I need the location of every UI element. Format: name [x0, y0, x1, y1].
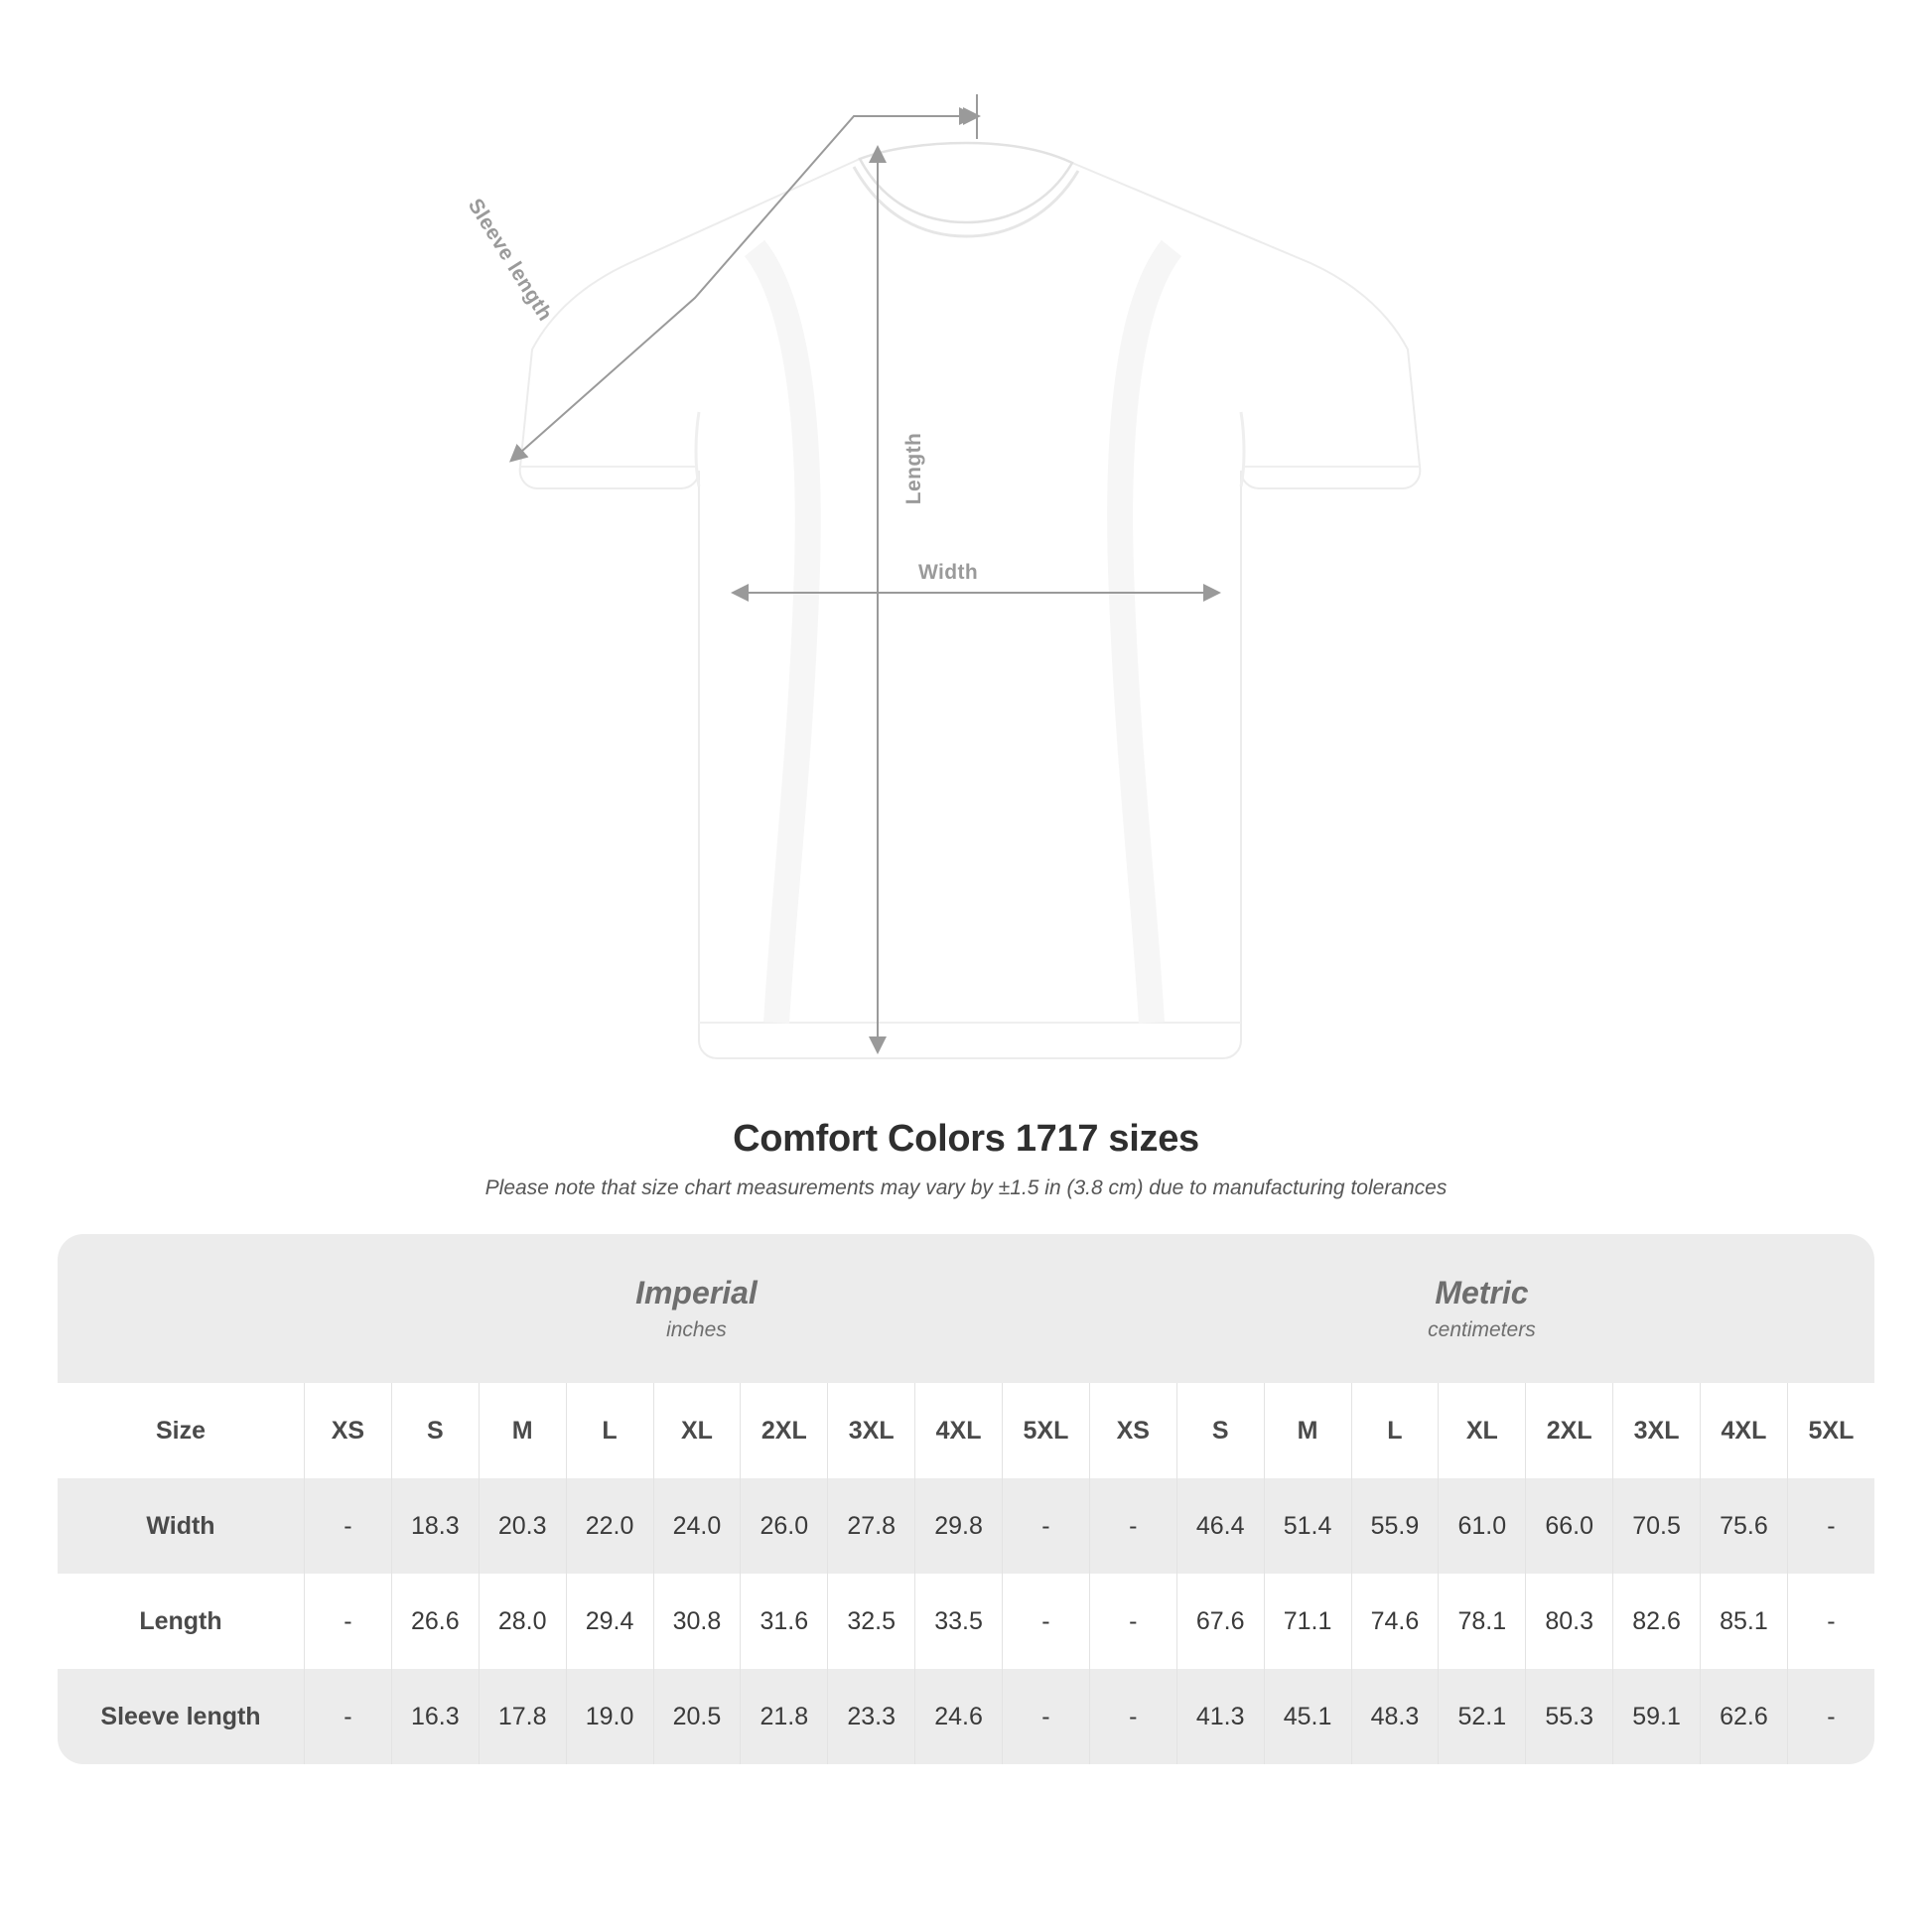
cell-length-imperial-s: 26.6: [391, 1574, 479, 1669]
cell-width-metric-xl: 61.0: [1438, 1478, 1525, 1574]
column-header-metric-3xl: 3XL: [1612, 1383, 1700, 1478]
cell-length-imperial-l: 29.4: [566, 1574, 653, 1669]
unit-group-metric: [1089, 1234, 1874, 1383]
cell-width-metric-2xl: 66.0: [1525, 1478, 1612, 1574]
cell-sleeve-length-imperial-xs: -: [304, 1669, 391, 1764]
cell-length-imperial-xl: 30.8: [653, 1574, 741, 1669]
units-header-row: [58, 1234, 1874, 1383]
unit-metric-label: Metric: [1435, 1274, 1529, 1311]
column-header-metric-5xl: 5XL: [1787, 1383, 1874, 1478]
cell-length-metric-2xl: 80.3: [1525, 1574, 1612, 1669]
column-header-imperial-m: M: [479, 1383, 566, 1478]
column-header-imperial-l: L: [566, 1383, 653, 1478]
cell-length-metric-3xl: 82.6: [1612, 1574, 1700, 1669]
cell-width-imperial-2xl: 26.0: [740, 1478, 827, 1574]
column-header-imperial-xs: XS: [304, 1383, 391, 1478]
column-header-imperial-3xl: 3XL: [827, 1383, 914, 1478]
cell-sleeve-length-imperial-s: 16.3: [391, 1669, 479, 1764]
column-header-metric-xl: XL: [1438, 1383, 1525, 1478]
cell-sleeve-length-metric-s: 41.3: [1176, 1669, 1264, 1764]
row-label-width: Width: [58, 1478, 304, 1574]
cell-width-imperial-m: 20.3: [479, 1478, 566, 1574]
row-header-size: Size: [58, 1383, 304, 1478]
cell-length-metric-xl: 78.1: [1438, 1574, 1525, 1669]
cell-sleeve-length-imperial-l: 19.0: [566, 1669, 653, 1764]
column-header-imperial-s: S: [391, 1383, 479, 1478]
cell-width-imperial-l: 22.0: [566, 1478, 653, 1574]
cell-length-imperial-m: 28.0: [479, 1574, 566, 1669]
cell-length-metric-s: 67.6: [1176, 1574, 1264, 1669]
cell-width-imperial-3xl: 27.8: [827, 1478, 914, 1574]
cell-sleeve-length-metric-3xl: 59.1: [1612, 1669, 1700, 1764]
cell-sleeve-length-metric-xl: 52.1: [1438, 1669, 1525, 1764]
table-row: [58, 1574, 1874, 1669]
cell-width-imperial-xl: 24.0: [653, 1478, 741, 1574]
unit-metric-sub: centimeters: [1428, 1318, 1536, 1342]
cell-length-imperial-3xl: 32.5: [827, 1574, 914, 1669]
tshirt-shape: [520, 143, 1421, 1058]
cell-width-imperial-5xl: -: [1002, 1478, 1089, 1574]
cell-length-metric-4xl: 85.1: [1700, 1574, 1787, 1669]
cell-width-imperial-s: 18.3: [391, 1478, 479, 1574]
cell-sleeve-length-imperial-2xl: 21.8: [740, 1669, 827, 1764]
cell-width-metric-l: 55.9: [1351, 1478, 1439, 1574]
cell-length-metric-m: 71.1: [1264, 1574, 1351, 1669]
column-header-metric-2xl: 2XL: [1525, 1383, 1612, 1478]
cell-sleeve-length-metric-m: 45.1: [1264, 1669, 1351, 1764]
column-header-imperial-5xl: 5XL: [1002, 1383, 1089, 1478]
cell-sleeve-length-imperial-m: 17.8: [479, 1669, 566, 1764]
size-header-row: [58, 1383, 1874, 1478]
cell-sleeve-length-metric-l: 48.3: [1351, 1669, 1439, 1764]
cell-width-metric-3xl: 70.5: [1612, 1478, 1700, 1574]
cell-width-imperial-xs: -: [304, 1478, 391, 1574]
column-header-metric-xs: XS: [1089, 1383, 1176, 1478]
length-label: Length: [902, 432, 926, 505]
cell-length-imperial-4xl: 33.5: [914, 1574, 1002, 1669]
tolerance-note: Please note that size chart measurements may vary by ±1.5 in (3.8 cm) due to manufacturing tolerances: [484, 1176, 1448, 1199]
cell-sleeve-length-metric-2xl: 55.3: [1525, 1669, 1612, 1764]
column-header-metric-4xl: 4XL: [1700, 1383, 1787, 1478]
cell-length-imperial-xs: -: [304, 1574, 391, 1669]
unit-group-imperial: [304, 1234, 1089, 1383]
column-header-metric-s: S: [1176, 1383, 1264, 1478]
column-header-imperial-2xl: 2XL: [740, 1383, 827, 1478]
row-label-sleeve-length: Sleeve length: [58, 1669, 304, 1764]
cell-sleeve-length-metric-xs: -: [1089, 1669, 1176, 1764]
cell-width-metric-4xl: 75.6: [1700, 1478, 1787, 1574]
cell-sleeve-length-imperial-xl: 20.5: [653, 1669, 741, 1764]
unit-imperial-label: Imperial: [635, 1274, 758, 1311]
cell-length-imperial-5xl: -: [1002, 1574, 1089, 1669]
cell-sleeve-length-metric-4xl: 62.6: [1700, 1669, 1787, 1764]
cell-sleeve-length-imperial-4xl: 24.6: [914, 1669, 1002, 1764]
cell-length-metric-xs: -: [1089, 1574, 1176, 1669]
table-row: [58, 1669, 1874, 1764]
cell-sleeve-length-metric-5xl: -: [1787, 1669, 1874, 1764]
cell-sleeve-length-imperial-3xl: 23.3: [827, 1669, 914, 1764]
cell-length-metric-5xl: -: [1787, 1574, 1874, 1669]
page-title: Comfort Colors 1717 sizes: [733, 1118, 1199, 1160]
column-header-imperial-xl: XL: [653, 1383, 741, 1478]
unit-imperial-sub: inches: [666, 1318, 727, 1342]
cell-width-metric-m: 51.4: [1264, 1478, 1351, 1574]
units-corner-cell: [58, 1234, 304, 1383]
cell-width-imperial-4xl: 29.8: [914, 1478, 1002, 1574]
cell-length-metric-l: 74.6: [1351, 1574, 1439, 1669]
sleeve-length-label: Sleeve length: [463, 195, 557, 326]
chart-title-block: [0, 1118, 1932, 1200]
cell-sleeve-length-imperial-5xl: -: [1002, 1669, 1089, 1764]
cell-width-metric-xs: -: [1089, 1478, 1176, 1574]
column-header-imperial-4xl: 4XL: [914, 1383, 1002, 1478]
row-label-length: Length: [139, 1606, 222, 1635]
size-chart-table: [58, 1234, 1874, 1764]
size-chart-table-wrap: [58, 1234, 1874, 1764]
cell-width-metric-5xl: -: [1787, 1478, 1874, 1574]
table-row: [58, 1478, 1874, 1574]
width-label: Width: [918, 561, 979, 584]
column-header-metric-m: M: [1264, 1383, 1351, 1478]
cell-length-imperial-2xl: 31.6: [740, 1574, 827, 1669]
column-header-metric-l: L: [1351, 1383, 1439, 1478]
cell-width-metric-s: 46.4: [1176, 1478, 1264, 1574]
